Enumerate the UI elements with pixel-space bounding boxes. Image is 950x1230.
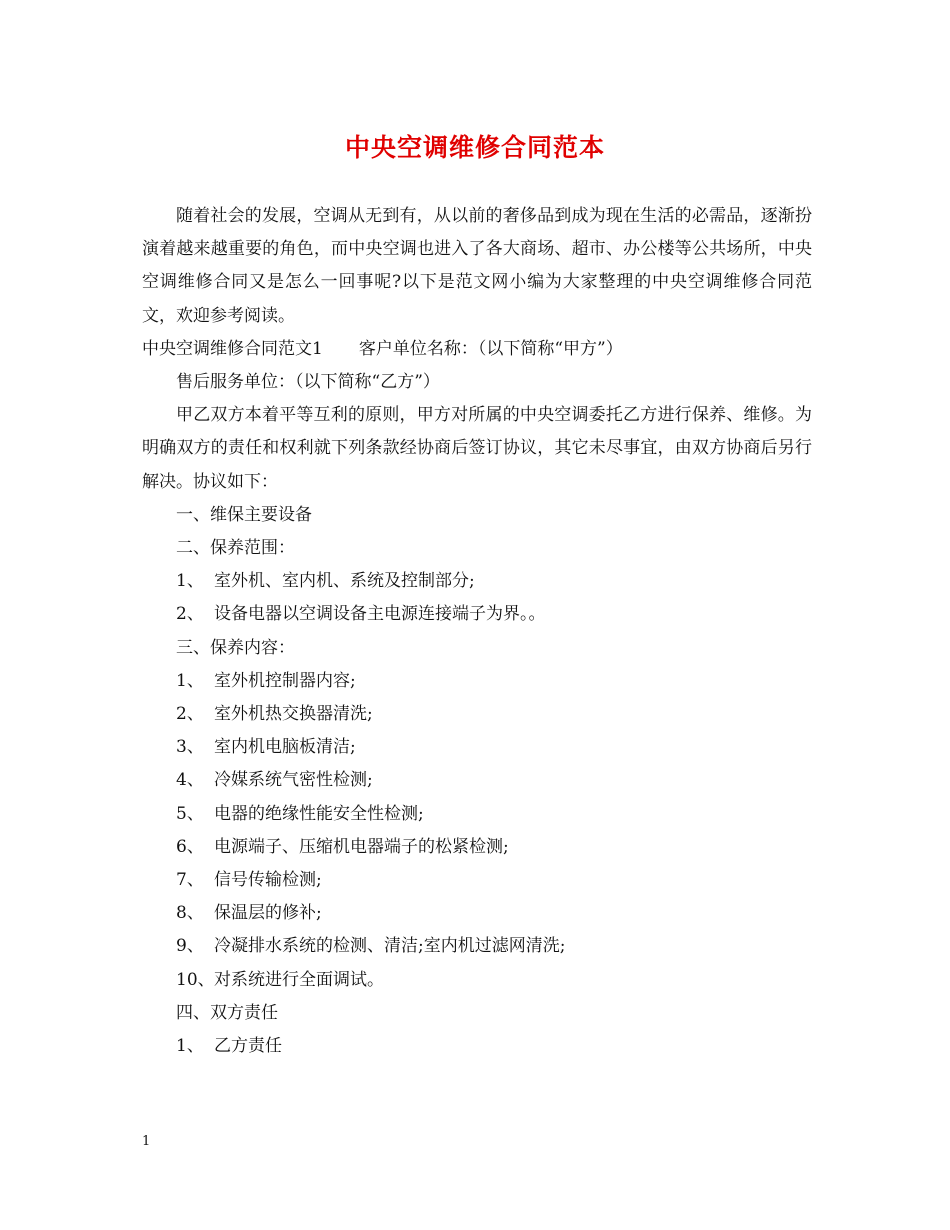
- section-heading-2: 二、保养范围：: [176, 538, 295, 559]
- list-item: 5、 电器的绝缘性能安全性检测;: [176, 803, 424, 824]
- section-heading-4: 四、双方责任: [176, 1002, 278, 1023]
- list-item: 9、 冷凝排水系统的检测、清洁;室内机过滤网清洗;: [176, 936, 566, 957]
- list-item: 8、 保温层的修补;: [176, 903, 322, 924]
- list-item: 3、 室内机电脑板清洁;: [176, 737, 356, 758]
- intro-paragraph: 随着社会的发展，空调从无到有，从以前的奢侈品到成为现在生活的必需品，逐渐扮演着越来越重要的角色，而中央空调也进入了各大商场、超市、办公楼等公共场所，中央空调维修合同又是怎么一回事呢?以下是范文网小编为大家整理的中央空调维修合同范文，欢迎参考阅读。: [142, 206, 812, 326]
- list-item: 7、 信号传输检测;: [176, 870, 322, 891]
- section-heading-3: 三、保养内容：: [176, 637, 295, 658]
- list-item: 10、对系统进行全面调试。: [176, 969, 384, 990]
- list-item: 4、 冷媒系统气密性检测;: [176, 770, 373, 791]
- list-item: 2、 设备电器以空调设备主电源连接端子为界。。: [176, 604, 546, 625]
- document-body: [142, 200, 812, 1063]
- list-item: 1、 室外机控制器内容;: [176, 670, 356, 691]
- client-line: 客户单位名称：（以下简称“甲方”）: [358, 338, 623, 359]
- section-heading-1: 一、维保主要设备: [176, 504, 312, 525]
- page-number: 1: [142, 1134, 151, 1149]
- list-item: 1、 乙方责任: [176, 1036, 282, 1057]
- agreement-paragraph: 甲乙双方本着平等互利的原则，甲方对所属的中央空调委托乙方进行保养、维修。为明确双方的责任和权利就下列条款经协商后签订协议，其它未尽事宜，由双方协商后另行解决。协议如下：: [142, 405, 812, 492]
- list-item: 2、 室外机热交换器清洗;: [176, 704, 373, 725]
- list-item: 1、 室外机、室内机、系统及控制部分;: [176, 571, 475, 592]
- document-title: 中央空调维修合同范本: [344, 133, 605, 162]
- sample-heading: 中央空调维修合同范文1: [142, 338, 323, 359]
- list-item: 6、 电源端子、压缩机电器端子的松紧检测;: [176, 836, 509, 857]
- service-line: 售后服务单位：（以下简称“乙方”）: [176, 372, 440, 393]
- sample-heading-line: [142, 333, 812, 366]
